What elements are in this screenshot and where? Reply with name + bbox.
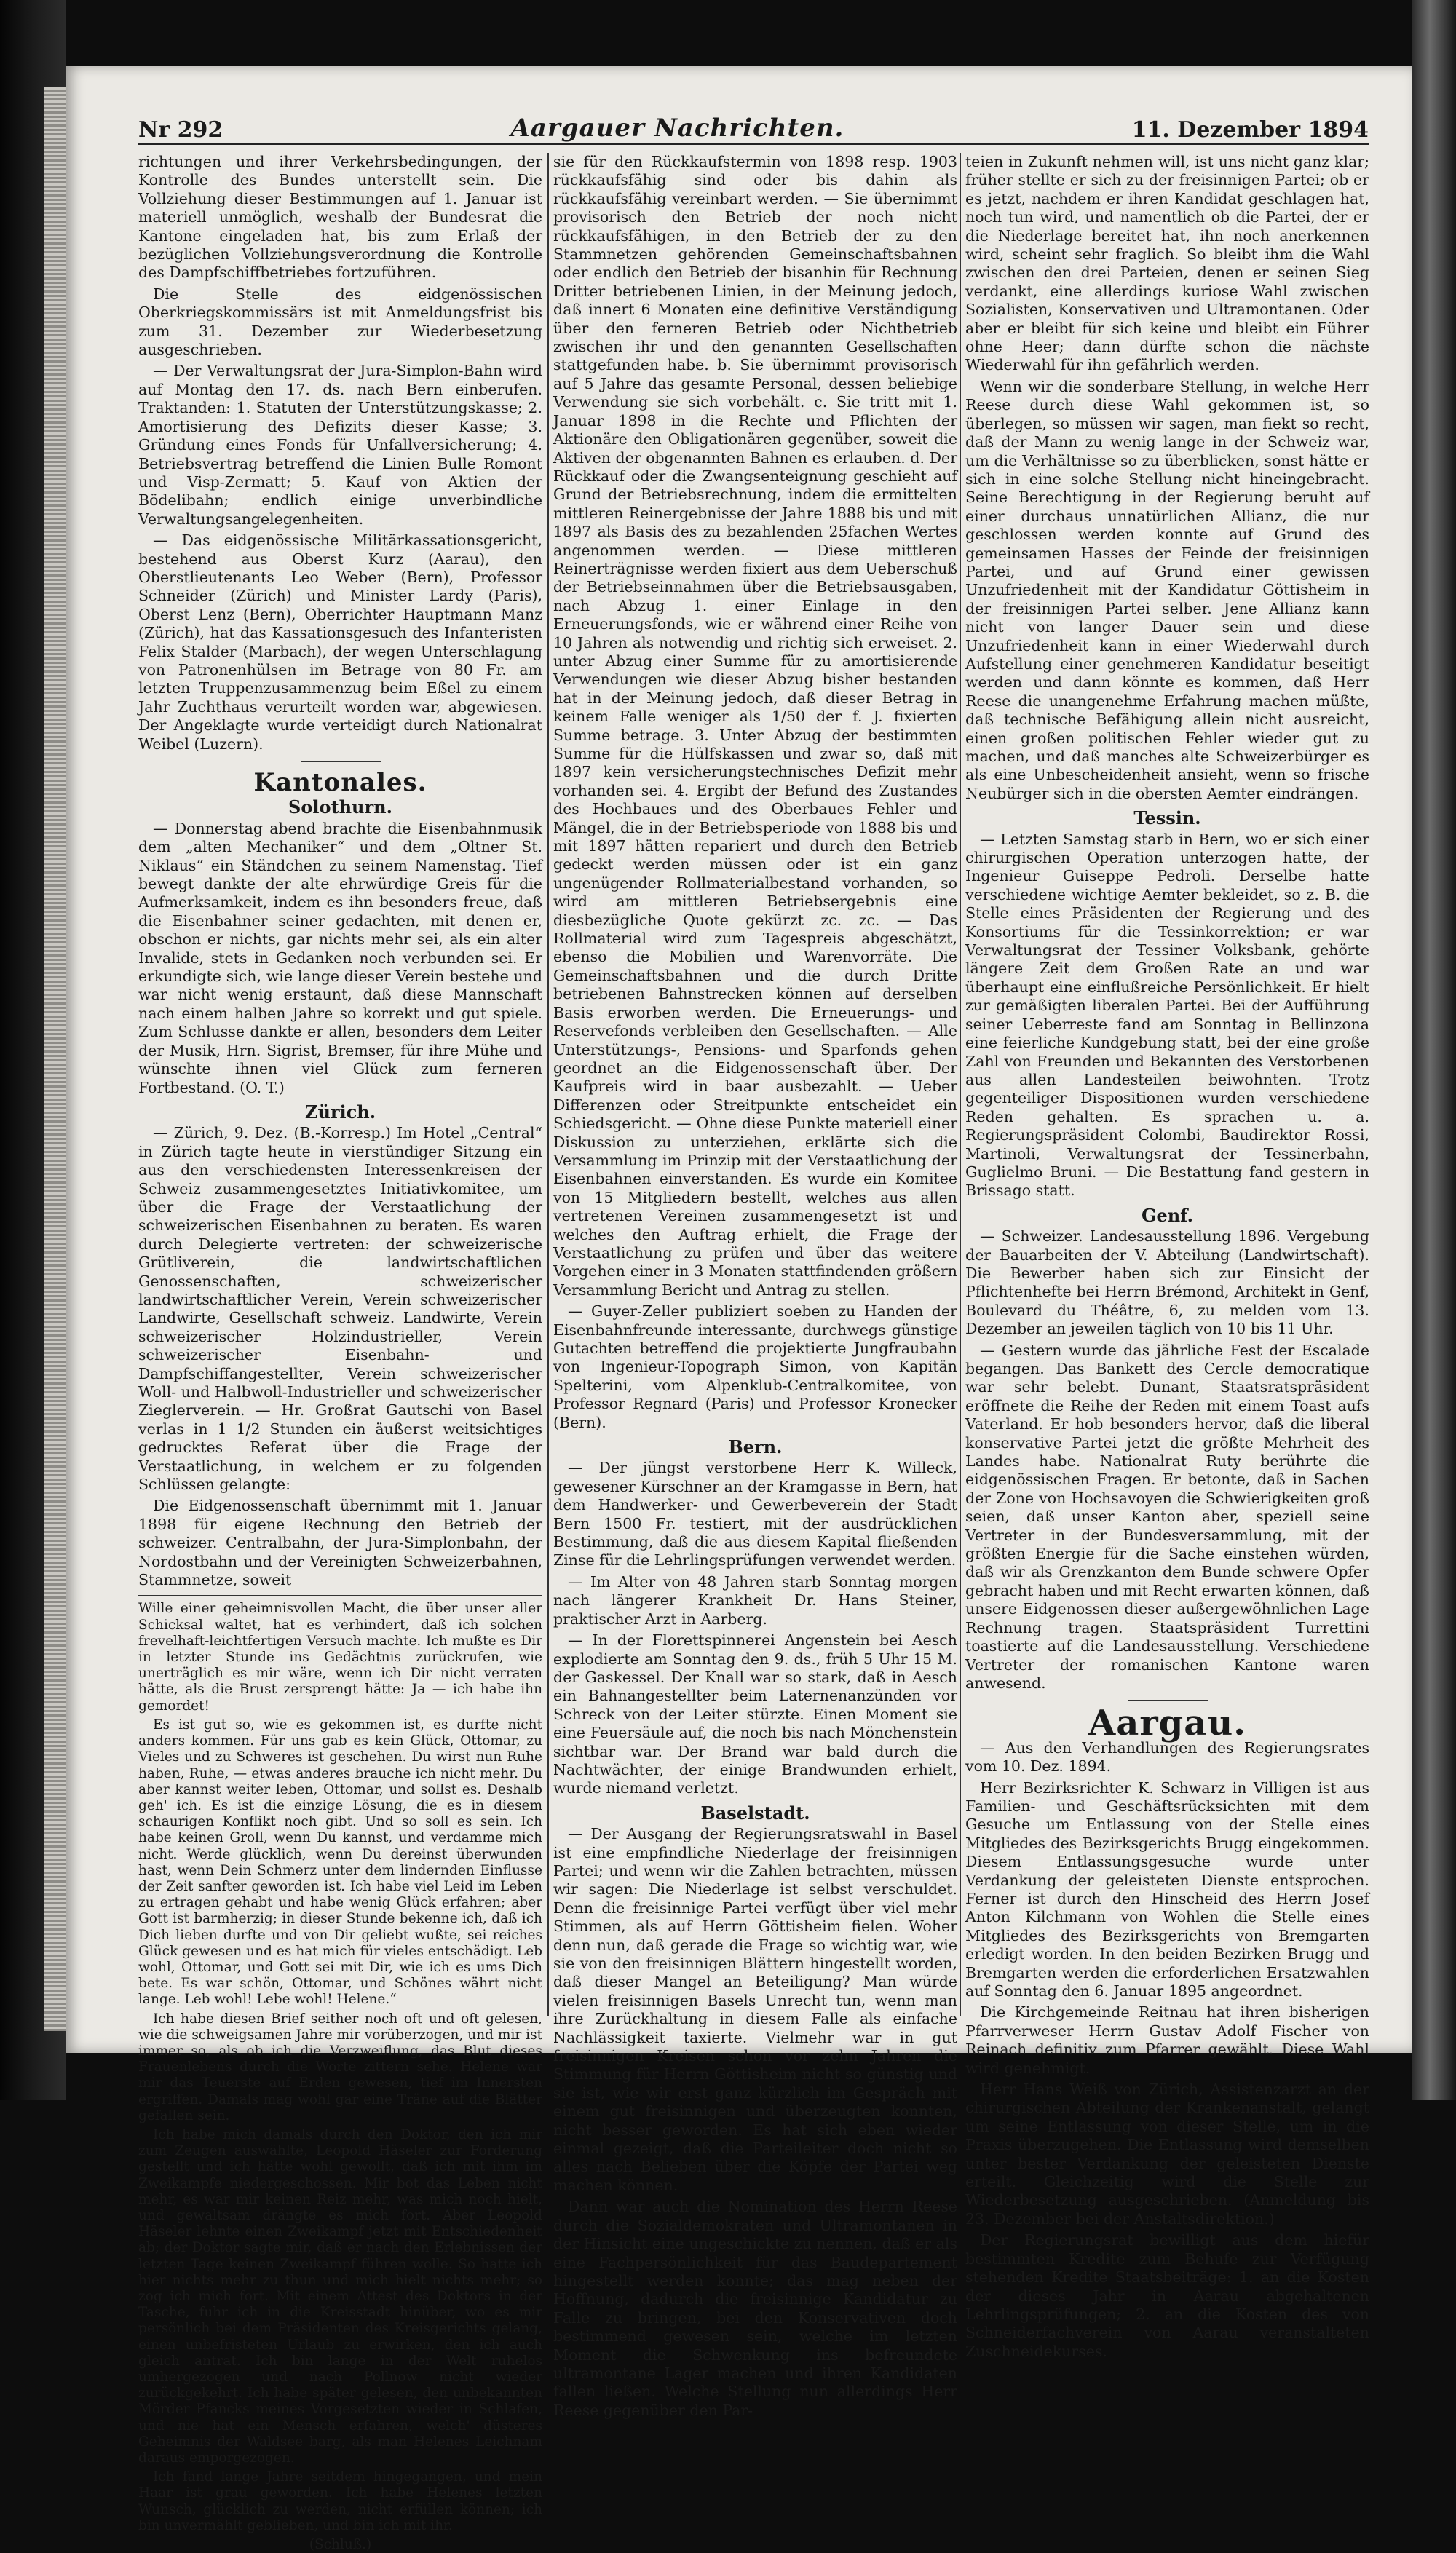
page-edges xyxy=(44,87,66,2031)
paragraph: — Guyer-Zeller publiziert soeben zu Handen der Eisenbahnfreunde interessante, durchwegs günstige Gutachten betreffend die projektierte Jungfraubahn von Ingenieur-Topograph Simon, von Kapitän Spelterini, vom Alpenklub-Centralkomitee, von Professor Regnard (Paris) und Professor Kronecker (Bern). xyxy=(553,1302,957,1431)
paragraph: richtungen und ihrer Verkehrsbedingungen, der Kontrolle des Bundes unterstellt sein. Die Vollziehung dieser Bestimmungen auf 1. Januar ist materiell unmöglich, weshalb der Bundesrat die Kantone eingeladen hat, bis zum Erlaß der bezüglichen Vollziehungsverordnung die Kontrolle des Dampfschiffbetriebes fortzuführen. xyxy=(138,153,542,282)
paragraph: — Aus den Verhandlungen des Regierungsrates vom 10. Dez. 1894. xyxy=(965,1738,1369,1776)
feuilleton-end: (Schluß.) xyxy=(309,2537,372,2553)
paragraph: — Der Verwaltungsrat der Jura-Simplon-Bahn wird auf Montag den 17. ds. nach Bern einberufen. Traktanden: 1. Statuten der Unterstützungskasse; 2. Amortisierung des Defizits dieser Kasse; 3. Gründung eines Fonds für Unfallversicherung; 4. Betriebsvertrag betreffend die Linien Bulle Romont und Visp-Zermatt; 5. Kauf von Aktien der Bödelibahn; endlich einige unverbindliche Verwaltungsangelegenheiten. xyxy=(138,362,542,528)
subheading-zuerich: Zürich. xyxy=(304,1101,376,1123)
paragraph: — Im Alter von 48 Jahren starb Sonntag morgen nach längerer Krankheit Dr. Hans Steiner, praktischer Arzt in Aarberg. xyxy=(553,1572,957,1628)
divider xyxy=(301,761,381,762)
book-binding-right xyxy=(1412,0,1456,2100)
column-1 xyxy=(138,153,542,2553)
paragraph: Herr Hans Weiß von Zürich, Assistenzarzt an der chirurgischen Abteilung der Krankenanstalt, gelangt um seine Entlassung von dieser Stelle, um in die Praxis überzugehen. Die Entlassung wird demselben unter bester Verdankung der geleisteten Dienste erteilt. Gleichzeitig wird die Stelle zur Wiederbesetzung ausgeschrieben. (Anmeldung bis 23. Dezember bei der Anstaltsdirektion.) xyxy=(965,2081,1369,2228)
paragraph: — Der Ausgang der Regierungsratswahl in Basel ist eine empfindliche Niederlage der freisinnigen Partei; und wenn wir die Zahlen betrachten, müssen wir sagen: Die Niederlage ist selbst verschuldet. Denn die freisinnige Partei verfügt über viel mehr Stimmen, als auf Herrn Göttisheim fielen. Woher denn nun, daß gerade die Frage so wichtig war, wie sie von den freisinnigen Blättern hingestellt worden, daß dieser Mangel an Beteiligung? Man würde vielen freisinnigen Basels Unrecht tun, wenn man ihre Zurückhaltung in diesem Falle als einfache Nachlässigkeit taxierte. Vielmehr war in gut freisinnigen Kreisen schon vor zehn Jahren die Stimmung für Herrn Göttisheim nicht so günstig und sie ist, wie wir erst ganz kürzlich im Gespräch mit einem gut freisinnigen und überzeugten konnten, nicht besser geworden. Es hat sich eben wieder einmal gezeigt, daß die Parteileiter doch nicht so alles nach Belieben über die Köpfe der Partei weg machen können. xyxy=(553,1825,957,2194)
column-rule xyxy=(960,153,961,2016)
paragraph: — Donnerstag abend brachte die Eisenbahnmusik dem „alten Mechaniker“ und dem „Oltner St. Niklaus“ ein Ständchen zu seinem Namenstag. Tief bewegt dankte der alte ehrwürdige Greis für die Aufmerksamkeit, indem es ihn besonders freue, daß die Eisenbahner seiner gedachten, mit denen er, obschon er nichts, gar nichts mehr sei, als ein alter Invalide, stets in Gedanken noch verbunden sei. Er erkundigte sich, wie lange dieser Verein bestehe und war nicht wenig erstaunt, daß diese Mannschaft nach einem halben Jahre so korrekt und gut spiele. Zum Schlusse dankte er allen, besonders dem Leiter der Musik, Hrn. Sigrist, Bremser, für ihre Mühe und wünschte ihnen viel Glück zum ferneren Fortbestand. (O. T.) xyxy=(138,819,542,1096)
paragraph: Der Regierungsrat bewilligt aus dem hiefür bestimmten Kredite zum Behufe zur Verfügung stehenden Kredite Staatsbeiträge: 1. an die Kosten der dieses Jahr in Aarau abgehaltenen Lehrlingsprüfungen; 2. an die Kosten des von Schneiderfachverein von Aarau veranstalteten Zuschneidekurses. xyxy=(965,2231,1369,2360)
paragraph: — Der jüngst verstorbene Herr K. Willeck, gewesener Kürschner an der Kramgasse in Bern, hat dem Handwerker- und Gewerbeverein der Stadt Bern 1500 Fr. testiert, mit der ausdrücklichen Bestimmung, daß die aus diesem Kapital fließenden Zinse für die Lehrlingsprüfungen verwendet werden. xyxy=(553,1459,957,1570)
paragraph: Die Eidgenossenschaft übernimmt mit 1. Januar 1898 für eigene Rechnung den Betrieb der schweizer. Centralbahn, der Jura-Simplonbahn, der Nordostbahn und der Vereinigten Schweizerbahnen, Stammnetze, soweit xyxy=(138,1497,542,1589)
paragraph: Wenn wir die sonderbare Stellung, in welche Herr Reese durch diese Wahl gekommen ist, so überlegen, so müssen wir sagen, man fiekt so recht, daß der Mann zu wenig lange in der Schweiz war, um die Verhältnisse so zu überblicken, sonst hätte er sich in eine solche Stellung nicht hineingebracht. Seine Berechtigung in der Regierung beruht auf einer durchaus unnatürlichen Allianz, die nur geschlossen werden konnte auf Grund des gemeinsamen Hasses der Feinde der freisinnigen Partei, und auf Grund einer gewissen Unzufriedenheit mit der Kandidatur Göttisheim in der freisinnigen Partei selber. Jene Allianz kann nicht von langer Dauer sein und diese Unzufriedenheit kann in einer Wiederwahl durch Aufstellung einer genehmeren Kandidatur beseitigt werden und dann könnte es kommen, daß Herr Reese die unangenehme Erfahrung machen müßte, daß technische Befähigung allein nicht ausreicht, einen großen politischen Fehler wieder gut zu machen, und daß manches alte Schweizerbürger es als eine Unbescheidenheit ansieht, wenn so frische Neubürger sich in die obersten Aemter eindrängen. xyxy=(965,377,1369,802)
paragraph: Die Kirchgemeinde Reitnau hat ihren bisherigen Pfarrverweser Herrn Gustav Adolf Fischer von Reinach definitiv zum Pfarrer gewählt. Diese Wahl wird genehmigt. xyxy=(965,2003,1369,2077)
paragraph: Die Stelle des eidgenössischen Oberkriegskommissärs ist mit Anmeldungsfrist bis zum 31. Dezember zur Wiederbesetzung ausgeschrieben. xyxy=(138,285,542,359)
subheading-baselstadt: Baselstadt. xyxy=(700,1802,810,1824)
column-3 xyxy=(965,153,1369,2360)
section-heading-aargau: Aargau. xyxy=(1088,1703,1246,1744)
column-2 xyxy=(553,153,957,2419)
feuilleton xyxy=(138,1595,542,2553)
subheading-bern: Bern. xyxy=(728,1436,783,1458)
paragraph: sie für den Rückkaufstermin von 1898 resp. 1903 rückkaufsfähig sind oder bis dahin als rückkaufsfähig vereinbart werden. — Sie übernimmt provisorisch den Betrieb der noch nicht rückkaufsfähigen, in den Betrieb der zu den Stammnetzen gehörenden Gemeinschaftsbahnen oder endlich den Betrieb der bisanhin für Rechnung Dritter betriebenen Linien, in der Meinung jedoch, daß innert 6 Monaten eine definitive Verständigung über den ferneren Betrieb oder Nichtbetrieb zwischen ihr und den genannten Gesellschaften stattgefunden habe. b. Sie übernimmt provisorisch auf 5 Jahre das gesamte Personal, dessen beliebige Verwendung sie sich vorbehält. c. Sie tritt mit 1. Januar 1898 in die Rechte und Pflichten der Aktionäre den Obligationären gegenüber, soweit die Aktiven der obgenannten Bahnen es erlauben. d. Der Rückkauf oder die Zwangsenteignung geschieht auf Grund der Betriebsrechnung, indem die ermittelten mittleren Reinergebnisse der Jahre 1888 bis und mit 1897 als Basis des zu bezahlenden 25fachen Wertes angenommen werden. — Diese mittleren Reinerträgnisse werden fixiert aus dem Ueberschuß der Betriebseinnahmen über die Betriebsausgaben, nach Abzug 1. einer Einlage in den Erneuerungsfonds, wie er während einer Reihe von 10 Jahren als notwendig und richtig sich erweiset. 2. unter Abzug einer Summe für zu amortisierende Verwendungen wie dieser Abzug bisher bestanden hat in der Meinung jedoch, daß dieser Betrag in keinem Falle weniger als 1/50 der f. J. fixierten Summe betrage. 3. Unter Abzug der bestimmten Summe für die Hülfskassen und zwar so, daß mit 1897 kein versicherungstechnisches Defizit mehr vorhanden sei. 4. Ergibt der Befund des Zustandes des Hochbaues und des Oberbaues Fehler und Mängel, die in der Betriebsperiode von 1888 bis und mit 1897 hätten repariert und durch den Betrieb gedeckt werden müssen oder ist ein ganz ungenügender Rollmaterialbestand vorhanden, so wird am mittleren Betriebsergebnis eine diesbezügliche Quote gekürzt zc. zc. — Das Rollmaterial wird zum Tagespreis abgeschätzt, ebenso die Mobilien und Warenvorräte. Die Gemeinschaftsbahnen und die durch Dritte betriebenen Bahnstrecken können auf derselben Basis erworben werden. Die Erneuerungs- und Reservefonds verbleiben den Gesellschaften. — Alle Unterstützungs-, Pensions- und Sparfonds gehen geordnet an die Eidgenossenschaft über. Der Kaufpreis wird in baar ausbezahlt. — Ueber Differenzen oder Streitpunkte entscheidet ein Schiedsgericht. — Ohne diese Punkte materiell einer Diskussion zu unterziehen, erklärte sich die Versammlung im Prinzip mit der Verstaatlichung der Eisenbahnen einverstanden. Es wurde ein Komitee von 15 Mitgliedern bestellt, welches aus allen vertretenen Vereinen zusammengesetzt ist und welches den Auftrag erhielt, die Frage der Verstaatlichung zu prüfen und über das weitere Vorgehen einer in 3 Monaten stattfindenden größern Versammlung Bericht und Antrag zu stellen. xyxy=(553,153,957,1299)
feuilleton-paragraph: Es ist gut so, wie es gekommen ist, es durfte nicht anders kommen. Für uns gab es kein Glück, Ottomar, zu Vieles und zu Schweres ist geschehen. Du wirst nun Ruhe haben, Ruhe, — etwas anderes brauche ich nicht mehr. Du aber kannst weiter leben, Ottomar, und sollst es. Deshalb geh' ich. Es ist die einzige Lösung, die es in diesem schaurigen Konflikt noch gibt. Und so soll es sein. Ich habe keinen Groll, wenn Du kannst, und verdamme mich nicht. Werde glücklich, wenn Du dereinst überwunden hast, wenn Dein Schmerz unter dem lindernden Einflusse der Zeit sanfter geworden ist. Ich habe viel Leid im Leben zu ertragen gehabt und habe wenig Glück erfahren; aber Gott ist barmherzig; in dieser Stunde bekenne ich, daß ich Dich lieben durfte und von Dir geliebt wußte, sei reiches Glück gewesen und es hat mich für vieles entschädigt. Leb wohl, Ottomar, und Gott sei mit Dir, wie ich es ums Dich bete. Es war schön, Ottomar, und Schönes währt nicht lange. Leb wohl! Lebe wohl! Helene.“ xyxy=(138,1717,542,2008)
feuilleton-paragraph: Ich habe diesen Brief seither noch oft und oft gelesen, wie die schweigsamen Jahre mir vorüberzogen, und mir ist immer so, als ob ich die Verzweiflung, das Blut dieses Frauenlebens durch die Worte zittern sehe. Helene war mir das Teuerste auf Erden gewesen, tief im Innersten ergriffen. Damals mag wohl gar eine Träne auf die Blätter gefallen sein. xyxy=(138,2011,542,2123)
paragraph: — Gestern wurde das jährliche Fest der Escalade begangen. Das Bankett des Cercle democratique war sehr belebt. Dunant, Staatsratspräsident eröffnete die Reihe der Reden mit einem Toast aufs Vaterland. Er hob besonders hervor, daß die liberal konservative Partei jetzt die größte Mehrheit des Landes habe. Nationalrat Ruty berührte die eidgenössischen Fragen. Er betonte, daß in Sachen der Zone von Hochsavoyen die Schwierigkeiten groß seien, daß unser Kanton aber, speziell seine Vertreter in der Bundesversammlung, mit der größten Energie für die Sache einstehen würden, daß wir als Grenzkanton dem Bunde schwere Opfer gebracht haben und mit Recht erwarten können, daß unsere Eidgenossen dieser außergewöhnlichen Lage Rechnung tragen. Staatspräsident Turrettini toastierte auf die Landesausstellung. Verschiedene Vertreter der romanischen Kantone waren anwesend. xyxy=(965,1341,1369,1692)
issue-date: 11. Dezember 1894 xyxy=(1131,117,1369,143)
feuilleton-paragraph: Ich habe mich damals durch den Doktor, den ich mir zum Zeugen auswählte, Leopold Häseler zur Forderung gestellt und ich hätte wohl gewollt, daß ich mit ihm im Zweikampfe niedergeschossen. Mir bot das Leben nicht mehr, es war mir keinen Reiz mehr, was mich noch hielt, und gewaltsam drängte es mich fort. Aber Leopold Häseler lehnte einen Zweikampf jetzt mit Entschiedenheit ab; der Doktor sagte mir, daß er nach den Erlebnissen der letzten Tage keinen Zweikampf führen wolle. So hatte ich hier nichts mehr zu thun und mich hielt nichts mehr; so zog ich mich fort. Mit einem Attest des Doktors in der Tasche, fuhr ich in die Kreisstadt hinüber, wo es mir persönlich bei dem Präsidenten des Kreisgerichts gelang, einen unbefristeten Urlaub zu erwirken, den ich auch gleich antrat. Ich bin lange in der Welt ruhelos umhergezogen und nach Pollnow nicht wieder zurückgekehrt. Ich habe später gelesen, den unbekannten Mörder Pfancks meines Vorgesetzten wieder in Schlafen, und nie hat ein Mensch erfahren, welch' düsteres Geheimnis der Waldsee barg, als man Helenes Leichnam daraus emporgezogen. xyxy=(138,2126,542,2466)
feuilleton-paragraph: Ich fand lange Jahre seitdem hingegangen, und mein Haar ist grau geworden. Ich habe Helenes letzten Wunsch, glücklich zu werden, nicht erfüllen können; ich bin unvermählt geblieben, und bin ich mit ihr. xyxy=(138,2469,542,2533)
column-rule xyxy=(547,153,549,2016)
paragraph: — In der Florettspinnerei Angenstein bei Aesch explodierte am Sonntag den 9. ds., früh 5 Uhr 15 M. der Gaskessel. Der Knall war so stark, daß in Aesch ein Bahnangestellter beim Laternenanzünden vor Schreck von der Leiter stürzte. Einen Moment sie eine Feuersäule auf, die noch bis nach Mönchenstein sichtbar war. Der Brand war bald durch die Nachtwächter, der einige Brandwunden erhielt, wurde niemand verletzt. xyxy=(553,1631,957,1797)
paragraph: Dann war auch die Nomination des Herrn Reese durch die Sozialdemokraten und Ultramontanen in der Hinsicht eine ungeschickte zu nennen, daß er als eine Fachpersönlichkeit für das Baudepartement hingestellt werden konnte; das mag neben der Hoffnung, dadurch die freisinnige Kandidatur zu Falle zu bringen, bei den Konservativen doch bestimmend gewesen sein, welche im letzten Moment die Schwenkung ins befreundete ultramontane Lager machen und ihren Kandidaten fallen ließen. Welche Stellung nun allerdings Herr Reese gegenüber den Par- xyxy=(553,2198,957,2419)
feuilleton-paragraph: Wille einer geheimnisvollen Macht, die über unser aller Schicksal waltet, hat es verhindert, daß ich solchen frevelhaft-leichtfertigen Versuch machte. Ich mußte es Dir in letzter Stunde ins Gedächtnis zurückrufen, wie unerträglich es mir wäre, wenn ich Dir nicht verraten hätte, als die Brust zersprengt hätte: Ja — ich habe ihn gemordet! xyxy=(138,1601,542,1714)
paragraph: teien in Zukunft nehmen will, ist uns nicht ganz klar; früher stellte er sich zu der freisinnigen Partei; ob er es jetzt, nachdem er ihren Kandidat geschlagen hat, noch tun wird, und namentlich ob die Partei, der er die Niederlage bereitet hat, ihn noch anerkennen wird, scheint sehr fraglich. So bleibt ihm die Wahl zwischen den drei Parteien, denen er seinen Sieg verdankt, eine allerdings kuriose Wahl zwischen Sozialisten, Konservativen und Ultramontanen. Oder aber er bleibt für sich keine und bleibt ein Führer ohne Heer; dann dürfte schon die nächste Wiederwahl für ihn gefährlich werden. xyxy=(965,153,1369,374)
subheading-tessin: Tessin. xyxy=(1133,807,1201,829)
paragraph: — Letzten Samstag starb in Bern, wo er sich einer chirurgischen Operation unterzogen hatte, der Ingenieur Guiseppe Pedroli. Derselbe hatte verschiedene wichtige Aemter bekleidet, so z. B. die Stelle eines Präsidenten der Regierung und des Konsortiums für die Tessinkorrektion; er war Verwaltungsrat der Tessiner Volksbank, gehörte längere Zeit dem Großen Rate an und war überhaupt eine einflußreiche Persönlichkeit. Er hielt zur gemäßigten liberalen Partei. Bei der Aufführung seiner Ueberreste fand am Sonntag in Bellinzona eine feierliche Kundgebung statt, bei der eine große Zahl von Freunden und Bekannten des Verstorbenen aus allen Landesteilen beiwohnten. Trotz gegenteiliger Dispositionen wurden verschiedene Reden gehalten. Es sprachen u. a. Regierungspräsident Colombi, Baudirektor Rossi, Martinoli, Verwaltungsrat der Tessinerbahn, Guglielmo Bruni. — Die Bestattung fand gestern in Brissago statt. xyxy=(965,830,1369,1200)
divider xyxy=(1128,1700,1208,1701)
section-heading-kantonales: Kantonales. xyxy=(253,768,427,797)
subheading-solothurn: Solothurn. xyxy=(288,796,392,818)
paragraph: Herr Bezirksrichter K. Schwarz in Villigen ist aus Familien- und Geschäftsrücksichten mit dem Gesuche um Entlassung von der Stelle eines Mitgliedes des Bezirksgerichts Brugg eingekommen. Diesem Entlassungsgesuche wurde unter Verdankung der geleisteten Dienste entsprochen. Ferner ist durch den Hinscheid des Herrn Josef Anton Kilchmann von Wohlen die Stelle eines Mitgliedes des Bezirksgerichts von Bremgarten erledigt worden. In den beiden Bezirken Brugg und Bremgarten werden die erforderlichen Ersatzwahlen auf Sonntag den 6. Januar 1895 angeordnet. xyxy=(965,1778,1369,2000)
paragraph: — Zürich, 9. Dez. (B.-Korresp.) Im Hotel „Central“ in Zürich tagte heute in vierstündiger Sitzung ein aus den verschiedensten Interessenkreisen der Schweiz zusammengesetztes Initiativkomitee, um über die Frage der Verstaatlichung der schweizerischen Eisenbahnen zu beraten. Es waren durch Delegierte vertreten: der schweizerische Grütliverein, die landwirtschaftlichen Genossenschaften, schweizerischer landwirtschaftlicher Verein, Verein schweizerischer Landwirte, Gesellschaft schweiz. Landwirte, Verein schweizerischer Holzindustrieller, Verein schweizerischer Eisenbahn- und Dampfschiffangestellter, Verein schweizerischer Woll- und Halbwoll-Industrieller und schweizerischer Zieglerverein. — Hr. Großrat Gautschi von Basel verlas in 1 1/2 Stunden ein äußerst weitsichtiges gedrucktes Referat über die Frage der Verstaatlichung, in welchem er zu folgenden Schlüssen gelangte: xyxy=(138,1124,542,1494)
paragraph: — Das eidgenössische Militärkassationsgericht, bestehend aus Oberst Kurz (Aarau), den Oberstlieutenants Leo Weber (Bern), Professor Schneider (Zürich) und Minister Lardy (Paris), Oberst Lenz (Bern), Oberrichter Hauptmann Manz (Zürich), hat das Kassationsgesuch des Infanteristen Felix Stalder (Marbach), der wegen Unterschlagung von Patronenhülsen im Betrage von 80 Fr. am letzten Truppenzusammenzug beim Eßel zu einem Jahr Zuchthaus verurteilt worden war, abgewiesen. Der Angeklagte wurde verteidigt durch Nationalrat Weibel (Luzern). xyxy=(138,531,542,753)
masthead xyxy=(138,109,1369,145)
newspaper-title: Aargauer Nachrichten. xyxy=(510,114,844,143)
paragraph: — Schweizer. Landesausstellung 1896. Vergebung der Bauarbeiten der V. Abteilung (Landwirtschaft). Die Bewerber haben sich zur Einsicht der Pflichtenhefte bei Herrn Brémond, Architekt in Genf, Boulevard du Théâtre, 6, zu melden vom 13. Dezember an jeweilen täglich von 10 bis 11 Uhr. xyxy=(965,1227,1369,1338)
issue-number: Nr 292 xyxy=(138,117,223,143)
subheading-genf: Genf. xyxy=(1141,1204,1194,1226)
